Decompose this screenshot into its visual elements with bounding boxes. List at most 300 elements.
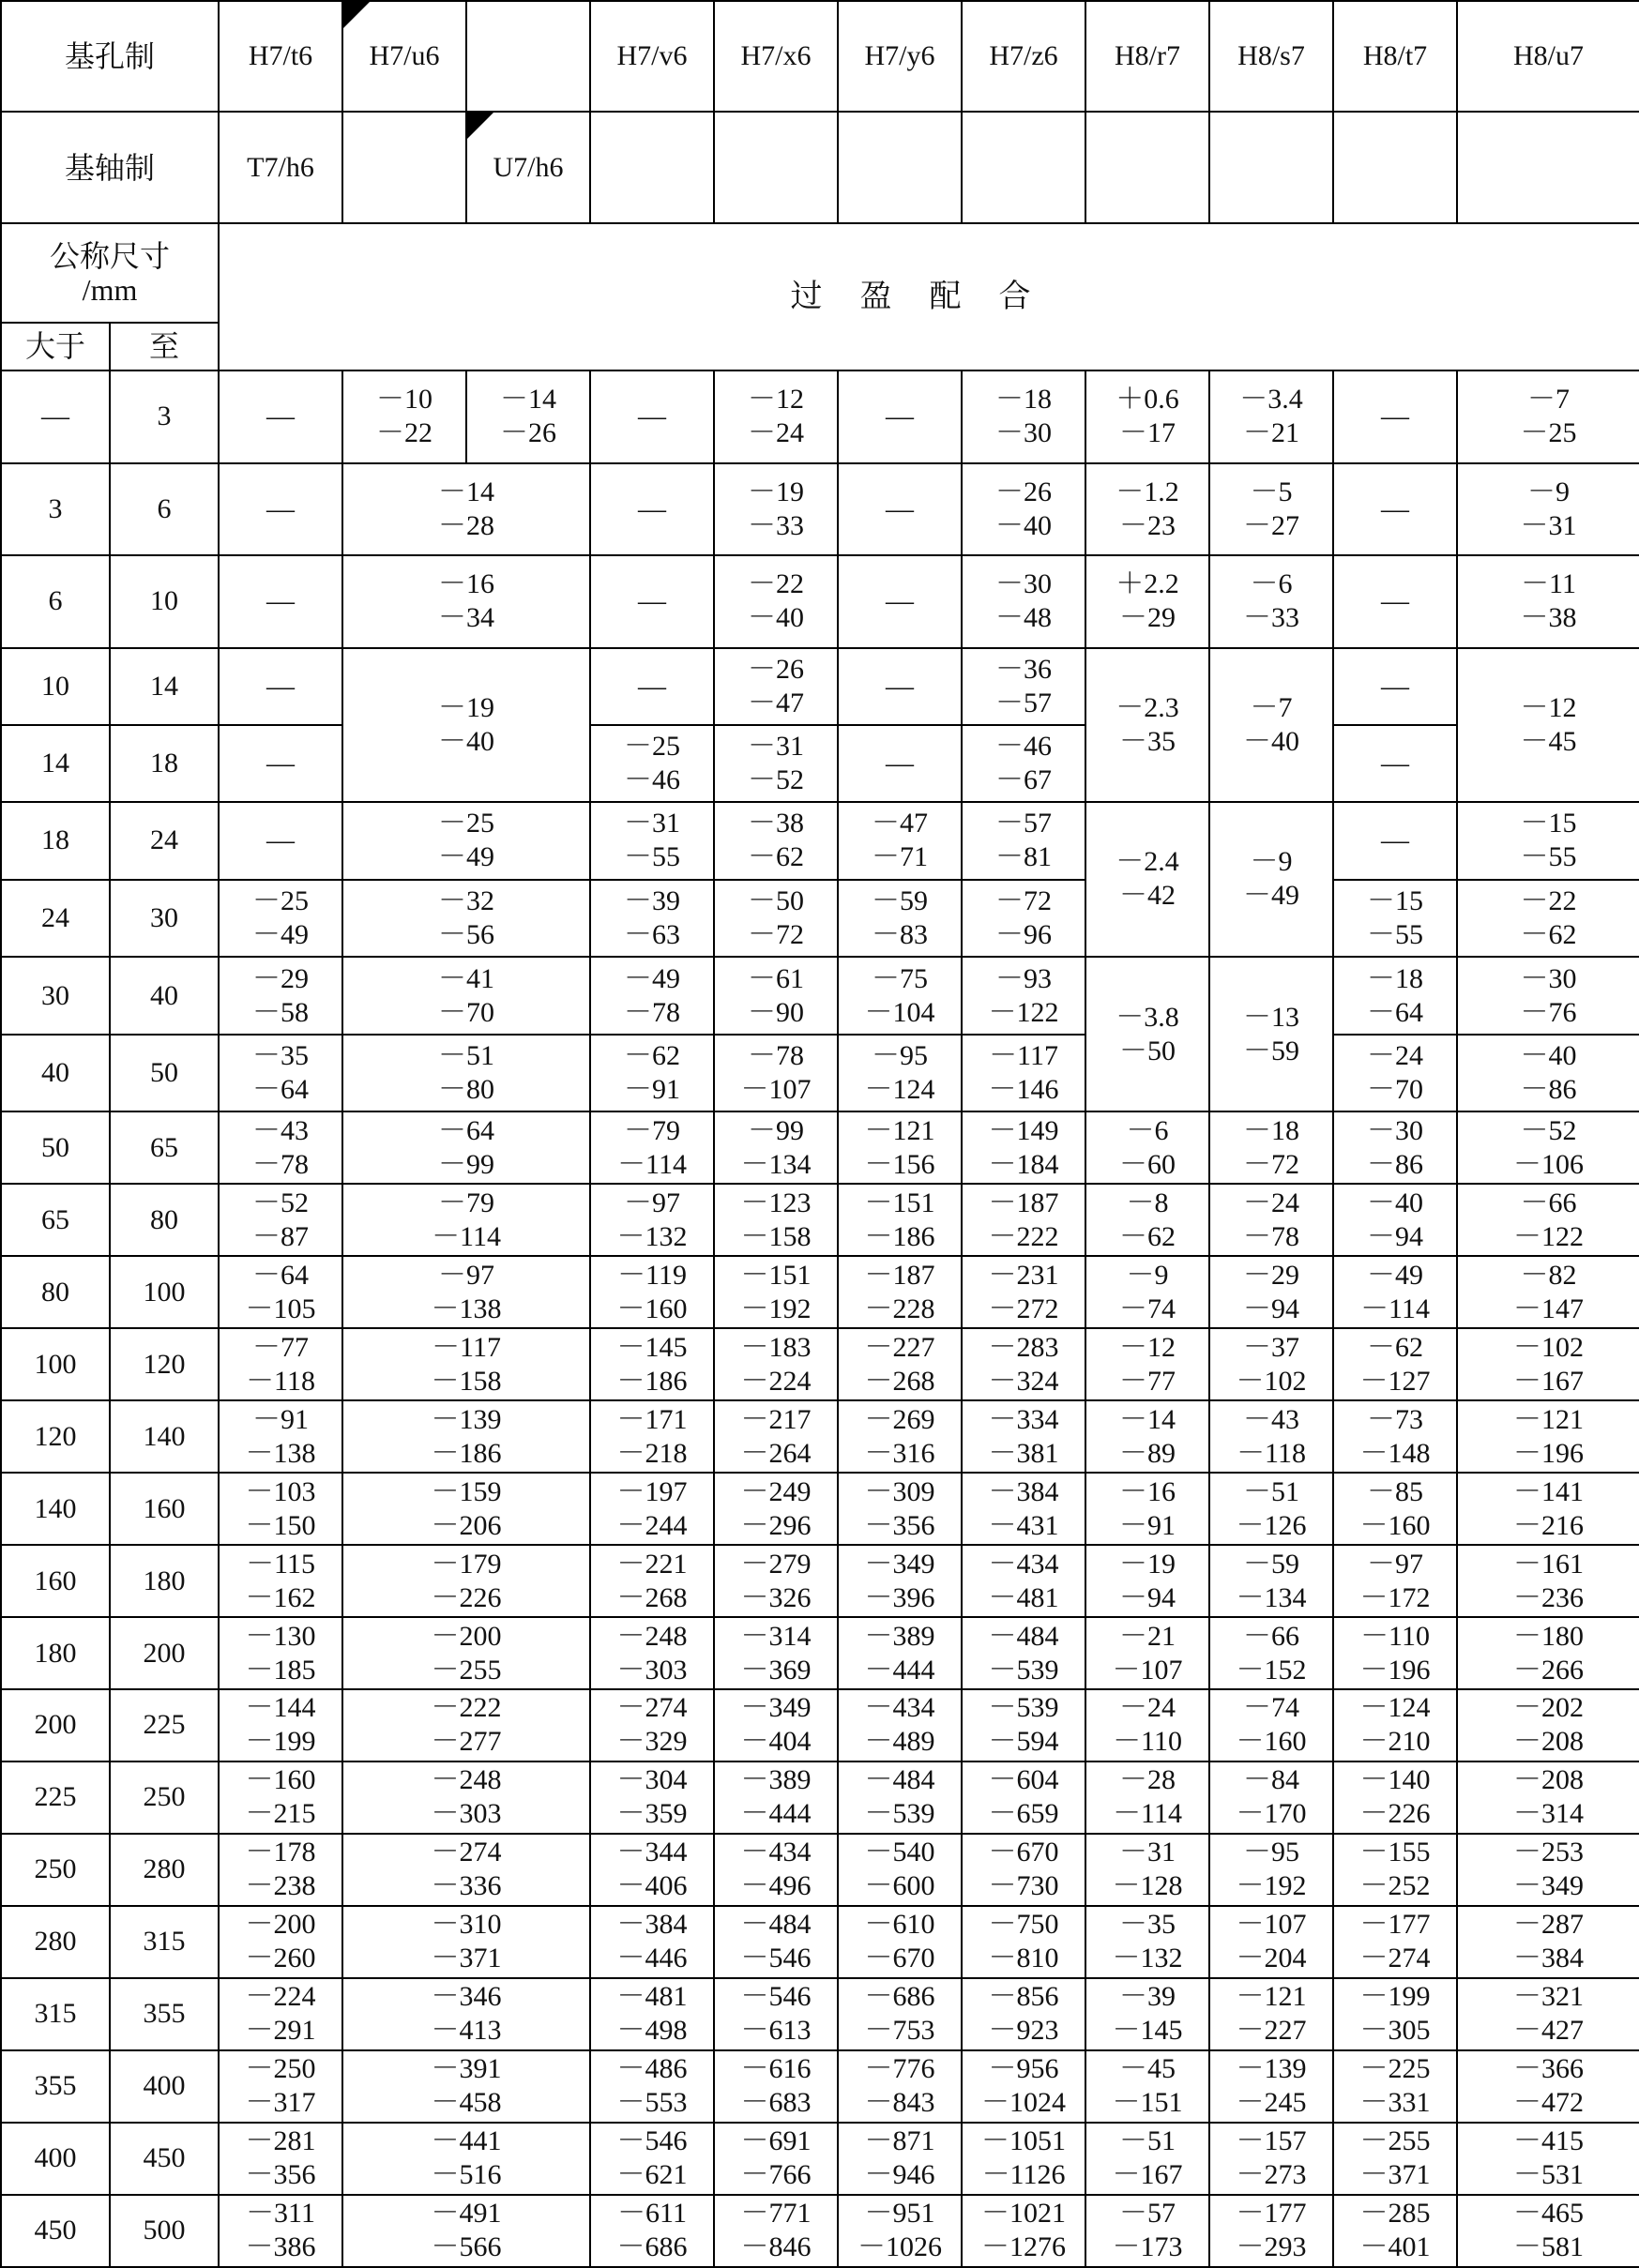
deviation-cell <box>1085 1689 1209 1761</box>
deviation-lower: －184 <box>988 1148 1059 1180</box>
deviation-lower: －371 <box>1359 2159 1431 2191</box>
table-row <box>1 648 1639 725</box>
deviation-upper: －50 <box>748 885 805 916</box>
deviation-upper: －3.8 <box>1115 1001 1179 1033</box>
deviation-lower: －46 <box>624 764 681 795</box>
deviation-upper: －9 <box>1250 846 1293 878</box>
size-over-value: 140 <box>34 1492 77 1524</box>
section-title-text: 过盈配合 <box>790 279 1069 314</box>
deviation-cell <box>838 1617 962 1689</box>
deviation-cell <box>1209 555 1333 648</box>
deviation-lower: －34 <box>438 602 495 634</box>
deviation-lower: －199 <box>245 1726 316 1758</box>
deviation-lower: －336 <box>431 1870 502 1902</box>
deviation-cell <box>1457 1111 1639 1184</box>
size-over-value: 3 <box>48 492 63 524</box>
deviation-cell <box>342 463 590 556</box>
deviation-upper: －19 <box>1119 1548 1176 1580</box>
deviation-lower: －118 <box>246 1365 315 1397</box>
deviation-upper: －40 <box>1367 1187 1424 1218</box>
deviation-upper: －30 <box>1520 962 1577 994</box>
deviation-lower: －148 <box>1359 1437 1431 1469</box>
deviation-cell <box>219 2195 342 2267</box>
deviation-cell <box>1085 2050 1209 2123</box>
deviation-cell <box>1209 1906 1333 1978</box>
hole-fit-header <box>714 1 838 112</box>
deviation-cell <box>342 802 590 880</box>
deviation-upper: －208 <box>1513 1764 1585 1796</box>
shaft-fit-code: U7/h6 <box>493 151 564 183</box>
deviation-cell <box>590 1834 714 1906</box>
hole-fit-code: H8/s7 <box>1237 40 1305 71</box>
deviation-cell <box>1333 1400 1457 1473</box>
deviation-lower: －472 <box>1513 2087 1585 2119</box>
deviation-upper: －255 <box>1359 2125 1431 2157</box>
deviation-lower: －104 <box>864 996 935 1028</box>
deviation-cell <box>714 2050 838 2123</box>
deviation-cell <box>1209 1400 1333 1473</box>
deviation-lower: －244 <box>616 1509 688 1541</box>
deviation-lower: －160 <box>1236 1726 1307 1758</box>
deviation-lower: －72 <box>1243 1148 1300 1180</box>
deviation-lower: －381 <box>988 1437 1059 1469</box>
size-over-value: 120 <box>34 1420 77 1452</box>
deviation-cell <box>1457 957 1639 1035</box>
over-label-text: 大于 <box>24 329 85 364</box>
deviation-upper: －670 <box>988 1837 1059 1868</box>
deviation-upper: －140 <box>1359 1764 1431 1796</box>
deviation-upper: －7 <box>1250 691 1293 723</box>
deviation-upper: －26 <box>748 653 805 685</box>
table-row <box>1 1328 1639 1400</box>
deviation-lower: －173 <box>1112 2231 1183 2263</box>
deviation-lower: －566 <box>431 2231 502 2263</box>
size-upto-value: 40 <box>150 979 178 1011</box>
deviation-lower: －498 <box>616 2015 688 2047</box>
size-upto-value: 10 <box>150 585 178 617</box>
size-over <box>1 802 110 880</box>
deviation-lower: －531 <box>1513 2159 1585 2191</box>
deviation-cell <box>590 1400 714 1473</box>
deviation-lower: －40 <box>748 602 805 634</box>
deviation-cell <box>838 648 962 725</box>
deviation-upper: －611 <box>617 2198 687 2230</box>
deviation-upper: －202 <box>1513 1692 1585 1724</box>
deviation-upper: — <box>1381 585 1410 617</box>
deviation-upper: －384 <box>616 1909 688 1941</box>
deviation-lower: －160 <box>616 1293 688 1324</box>
size-over-value: — <box>41 401 69 432</box>
deviation-lower: －64 <box>252 1074 310 1106</box>
deviation-upper: －41 <box>438 962 495 994</box>
deviation-upper: －77 <box>252 1331 310 1363</box>
shaft-fit-header <box>962 112 1085 223</box>
deviation-upper: －334 <box>988 1403 1059 1435</box>
size-over-value: 30 <box>41 979 69 1011</box>
deviation-upper: －200 <box>245 1909 316 1941</box>
deviation-upper: －183 <box>740 1331 812 1363</box>
corner-triangle-mark <box>343 2 370 28</box>
deviation-cell <box>342 1400 590 1473</box>
deviation-upper: －12 <box>1119 1331 1176 1363</box>
size-over <box>1 1328 110 1400</box>
deviation-cell <box>962 648 1085 725</box>
deviation-lower: －99 <box>438 1148 495 1180</box>
deviation-cell <box>714 957 838 1035</box>
deviation-cell <box>219 1545 342 1617</box>
deviation-lower: －268 <box>864 1365 935 1397</box>
table-row <box>1 1834 1639 1906</box>
deviation-upper: －274 <box>616 1692 688 1724</box>
deviation-lower: －946 <box>864 2159 935 2191</box>
deviation-lower: －228 <box>864 1293 935 1324</box>
deviation-lower: －160 <box>1359 1509 1431 1541</box>
deviation-cell <box>219 1906 342 1978</box>
deviation-cell <box>1333 1761 1457 1834</box>
deviation-upper: －6 <box>1250 568 1293 600</box>
deviation-cell <box>838 1978 962 2050</box>
deviation-cell <box>962 1111 1085 1184</box>
deviation-cell <box>219 1256 342 1328</box>
deviation-upper: －24 <box>1119 1692 1176 1724</box>
deviation-upper: －47 <box>872 808 929 839</box>
deviation-cell <box>1457 1328 1639 1400</box>
deviation-cell <box>1457 1473 1639 1545</box>
deviation-cell <box>1209 370 1333 463</box>
deviation-lower: －55 <box>1367 918 1424 950</box>
size-over <box>1 1473 110 1545</box>
deviation-upper: －539 <box>988 1692 1059 1724</box>
deviation-lower: －496 <box>740 1870 812 1902</box>
upto-label <box>110 323 219 370</box>
deviation-lower: －106 <box>1513 1148 1585 1180</box>
deviation-cell <box>219 1111 342 1184</box>
deviation-upper: －97 <box>438 1259 495 1291</box>
deviation-cell <box>1457 1689 1639 1761</box>
deviation-lower: －444 <box>864 1654 935 1686</box>
deviation-lower: －296 <box>740 1509 812 1541</box>
deviation-upper: －155 <box>1359 1837 1431 1868</box>
deviation-upper: －139 <box>1236 2053 1307 2085</box>
deviation-cell <box>714 2123 838 2195</box>
deviation-cell <box>714 1400 838 1473</box>
deviation-cell <box>714 880 838 957</box>
deviation-cell <box>1333 1545 1457 1617</box>
size-over <box>1 1906 110 1978</box>
size-upto-value: 30 <box>150 901 178 933</box>
deviation-lower: －105 <box>245 1293 316 1324</box>
deviation-lower: －264 <box>740 1437 812 1469</box>
deviation-upper: －79 <box>438 1187 495 1218</box>
deviation-lower: －49 <box>252 918 310 950</box>
deviation-upper: －177 <box>1359 1909 1431 1941</box>
deviation-upper: －321 <box>1513 1981 1585 2013</box>
size-over <box>1 555 110 648</box>
deviation-lower: －170 <box>1236 1798 1307 1830</box>
deviation-upper: — <box>886 585 915 617</box>
deviation-lower: －62 <box>1119 1220 1176 1252</box>
deviation-upper: －2.3 <box>1115 691 1179 723</box>
deviation-lower: －77 <box>1119 1365 1176 1397</box>
deviation-lower: －446 <box>616 1943 688 1974</box>
deviation-cell <box>714 1256 838 1328</box>
deviation-lower: －215 <box>245 1798 316 1830</box>
deviation-lower: －152 <box>1236 1654 1307 1686</box>
size-upto-value: 80 <box>150 1203 178 1235</box>
deviation-lower: －553 <box>616 2087 688 2119</box>
deviation-cell <box>1209 1111 1333 1184</box>
deviation-upper: ＋0.6 <box>1115 384 1179 416</box>
deviation-lower: －70 <box>1367 1074 1424 1106</box>
deviation-cell <box>1333 1328 1457 1400</box>
deviation-cell <box>714 1473 838 1545</box>
deviation-cell <box>219 802 342 880</box>
size-upto-value: 450 <box>143 2142 186 2174</box>
deviation-cell <box>838 1256 962 1328</box>
deviation-cell <box>1333 1834 1457 1906</box>
deviation-cell <box>590 1545 714 1617</box>
table-row <box>1 802 1639 880</box>
deviation-upper: －486 <box>616 2053 688 2085</box>
deviation-upper: －951 <box>864 2198 935 2230</box>
deviation-upper: －389 <box>864 1620 935 1652</box>
deviation-upper: — <box>1381 492 1410 524</box>
size-upto <box>110 2195 219 2267</box>
deviation-cell <box>962 370 1085 463</box>
deviation-upper: －610 <box>864 1909 935 1941</box>
size-upto-value: 120 <box>143 1348 186 1380</box>
deviation-cell <box>1085 1256 1209 1328</box>
deviation-cell <box>590 1906 714 1978</box>
deviation-lower: －94 <box>1243 1293 1300 1324</box>
size-upto-value: 14 <box>150 670 178 702</box>
deviation-upper: －39 <box>624 885 681 916</box>
deviation-cell <box>838 1689 962 1761</box>
deviation-cell <box>590 1111 714 1184</box>
deviation-upper: －119 <box>617 1259 687 1291</box>
deviation-lower: －71 <box>872 841 929 873</box>
deviation-lower: －86 <box>1520 1074 1577 1106</box>
size-over-value: 180 <box>34 1637 77 1669</box>
deviation-upper: — <box>886 492 915 524</box>
deviation-lower: －58 <box>252 996 310 1028</box>
deviation-upper: －249 <box>740 1475 812 1507</box>
deviation-cell <box>838 880 962 957</box>
deviation-upper: －18 <box>1367 962 1424 994</box>
deviation-lower: －268 <box>616 1581 688 1613</box>
deviation-upper: －14 <box>1119 1403 1176 1435</box>
deviation-cell <box>1209 1978 1333 2050</box>
deviation-upper: －102 <box>1513 1331 1585 1363</box>
deviation-upper: －248 <box>616 1620 688 1652</box>
table-row <box>1 725 1639 802</box>
deviation-cell <box>590 1035 714 1111</box>
deviation-lower: －539 <box>864 1798 935 1830</box>
deviation-cell <box>1457 370 1639 463</box>
deviation-lower: －224 <box>740 1365 812 1397</box>
table-body <box>1 1 1639 2267</box>
deviation-lower: －369 <box>740 1654 812 1686</box>
deviation-cell <box>590 555 714 648</box>
deviation-lower: －80 <box>438 1074 495 1106</box>
deviation-lower: －216 <box>1513 1509 1585 1541</box>
deviation-cell <box>219 1184 342 1256</box>
deviation-cell <box>838 1761 962 1834</box>
size-upto <box>110 1400 219 1473</box>
deviation-upper: －197 <box>616 1475 688 1507</box>
deviation-lower: －122 <box>988 996 1059 1028</box>
deviation-lower: －172 <box>1359 1581 1431 1613</box>
deviation-lower: －238 <box>245 1870 316 1902</box>
deviation-cell <box>219 2123 342 2195</box>
size-over-value: 400 <box>34 2142 77 2174</box>
table-row <box>1 1545 1639 1617</box>
deviation-upper: －434 <box>740 1837 812 1868</box>
deviation-lower: －273 <box>1236 2159 1307 2191</box>
deviation-upper: －73 <box>1367 1403 1424 1435</box>
deviation-lower: －114 <box>432 1220 501 1252</box>
deviation-lower: －331 <box>1359 2087 1431 2119</box>
deviation-upper: －43 <box>1243 1403 1300 1435</box>
deviation-upper: －99 <box>748 1114 805 1146</box>
deviation-upper: — <box>266 670 296 702</box>
deviation-upper: －95 <box>1243 1837 1300 1868</box>
deviation-lower: －359 <box>616 1798 688 1830</box>
deviation-cell <box>342 1617 590 1689</box>
deviation-lower: －28 <box>438 509 495 541</box>
size-over-value: 450 <box>34 2215 77 2246</box>
deviation-cell <box>1333 957 1457 1035</box>
deviation-lower: －74 <box>1119 1293 1176 1324</box>
deviation-upper: －187 <box>864 1259 935 1291</box>
deviation-cell <box>219 725 342 802</box>
deviation-lower: －245 <box>1236 2087 1307 2119</box>
deviation-lower: －55 <box>1520 841 1577 873</box>
table-row <box>1 555 1639 648</box>
deviation-lower: －151 <box>1112 2087 1183 2119</box>
shaft-basis-label <box>1 112 219 223</box>
hole-fit-code: H7/t6 <box>248 40 313 71</box>
size-upto <box>110 880 219 957</box>
deviation-upper: －304 <box>616 1764 688 1796</box>
deviation-upper: －97 <box>1367 1548 1424 1580</box>
deviation-lower: －72 <box>748 918 805 950</box>
size-over <box>1 1400 110 1473</box>
deviation-cell <box>219 1035 342 1111</box>
deviation-cell <box>962 1035 1085 1111</box>
deviation-upper: －59 <box>1243 1548 1300 1580</box>
deviation-upper: －776 <box>864 2053 935 2085</box>
hole-fit-header <box>1209 1 1333 112</box>
deviation-lower: －192 <box>1236 1870 1307 1902</box>
deviation-cell <box>1333 1473 1457 1545</box>
deviation-upper: －159 <box>431 1475 502 1507</box>
deviation-cell <box>1333 725 1457 802</box>
deviation-cell <box>1085 1545 1209 1617</box>
deviation-lower: －516 <box>431 2159 502 2191</box>
deviation-upper: －24 <box>1243 1187 1300 1218</box>
deviation-cell <box>1333 1617 1457 1689</box>
deviation-lower: －843 <box>864 2087 935 2119</box>
deviation-upper: －31 <box>624 808 681 839</box>
deviation-lower: －539 <box>988 1654 1059 1686</box>
hole-fit-code: H7/z6 <box>989 40 1058 71</box>
size-over <box>1 1111 110 1184</box>
deviation-lower: －186 <box>864 1220 935 1252</box>
deviation-lower: －316 <box>864 1437 935 1469</box>
deviation-lower: －146 <box>988 1074 1059 1106</box>
deviation-upper: －160 <box>245 1764 316 1796</box>
deviation-cell <box>838 370 962 463</box>
shaft-fit-header <box>1333 112 1457 223</box>
deviation-upper: — <box>638 492 667 524</box>
deviation-cell <box>714 1834 838 1906</box>
deviation-cell <box>1209 1761 1333 1834</box>
deviation-upper: －78 <box>748 1040 805 1072</box>
deviation-cell <box>1209 463 1333 556</box>
deviation-cell <box>1457 2195 1639 2267</box>
deviation-lower: －204 <box>1236 1943 1307 1974</box>
deviation-upper: — <box>1381 401 1410 432</box>
size-over-value: 18 <box>41 824 69 856</box>
deviation-cell <box>962 463 1085 556</box>
deviation-lower: －128 <box>1112 1870 1183 1902</box>
deviation-lower: －118 <box>1237 1437 1306 1469</box>
deviation-upper: －115 <box>246 1548 315 1580</box>
size-upto-value: 100 <box>143 1276 186 1308</box>
shaft-fit-header <box>219 112 342 223</box>
deviation-lower: －60 <box>1119 1148 1176 1180</box>
deviation-lower: －600 <box>864 1870 935 1902</box>
deviation-cell <box>219 1473 342 1545</box>
hole-basis-label-text: 基孔制 <box>65 39 156 73</box>
deviation-cell <box>590 1184 714 1256</box>
deviation-lower: －252 <box>1359 1870 1431 1902</box>
deviation-upper: －871 <box>864 2125 935 2157</box>
deviation-cell <box>962 555 1085 648</box>
deviation-cell <box>342 957 590 1035</box>
deviation-upper: －314 <box>740 1620 812 1652</box>
deviation-cell <box>838 1111 962 1184</box>
deviation-cell <box>962 1761 1085 1834</box>
deviation-upper: －199 <box>1359 1981 1431 2013</box>
deviation-cell <box>1209 1689 1333 1761</box>
size-upto <box>110 555 219 648</box>
deviation-lower: －90 <box>748 996 805 1028</box>
deviation-upper: －22 <box>1520 885 1577 916</box>
deviation-upper: －66 <box>1520 1187 1577 1218</box>
deviation-upper: －19 <box>748 476 805 507</box>
deviation-lower: －122 <box>1513 1220 1585 1252</box>
deviation-cell <box>219 463 342 556</box>
deviation-lower: －94 <box>1119 1581 1176 1613</box>
size-over <box>1 463 110 556</box>
deviation-upper: －465 <box>1513 2198 1585 2230</box>
deviation-cell <box>1457 1400 1639 1473</box>
deviation-upper: －366 <box>1513 2053 1585 2085</box>
deviation-lower: －489 <box>864 1726 935 1758</box>
deviation-lower: －91 <box>1119 1509 1176 1541</box>
table-row <box>1 1256 1639 1328</box>
deviation-lower: －324 <box>988 1365 1059 1397</box>
deviation-cell <box>1333 1035 1457 1111</box>
deviation-cell <box>1457 555 1639 648</box>
deviation-cell <box>1085 957 1209 1111</box>
deviation-upper: — <box>638 401 667 432</box>
deviation-upper: －7 <box>1527 384 1571 416</box>
deviation-lower: －255 <box>431 1654 502 1686</box>
over-label <box>1 323 110 370</box>
